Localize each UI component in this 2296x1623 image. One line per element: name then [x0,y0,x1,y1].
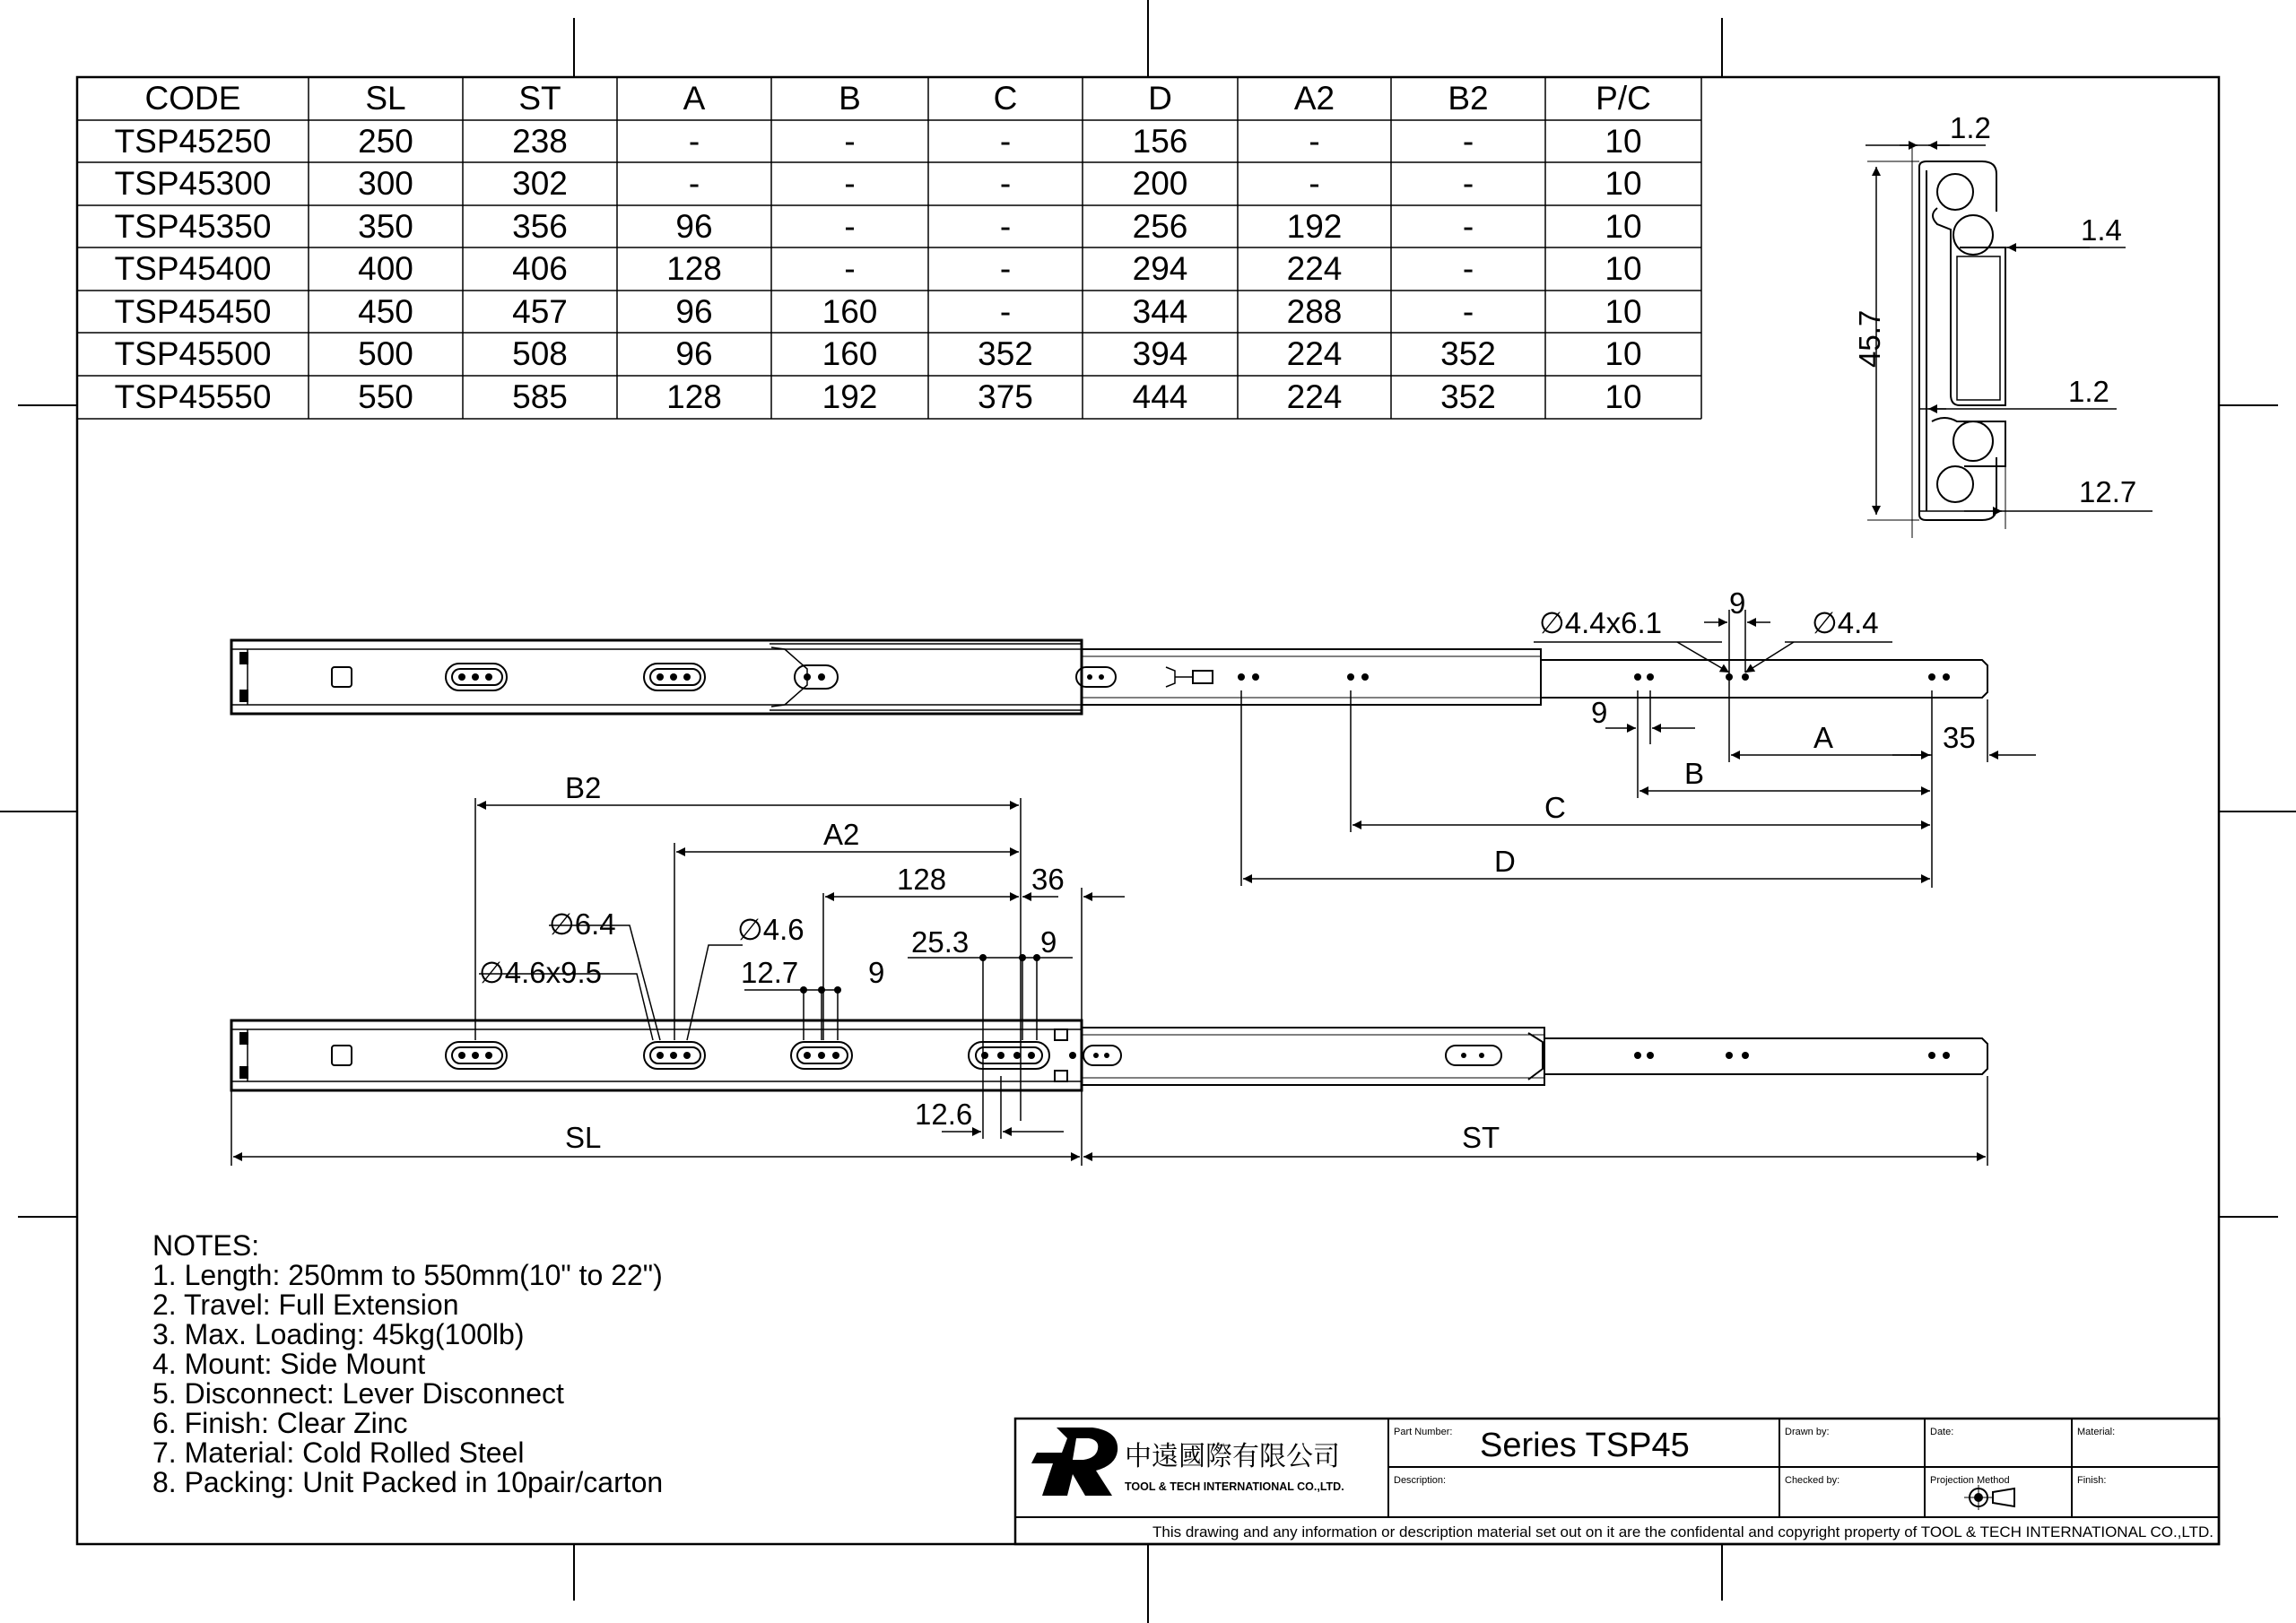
table-header-cell: SL [365,80,406,117]
dim-hole-gap-top: 9 [1729,586,1746,620]
dim-spacing-127: 12.7 [741,956,799,989]
table-cell: - [844,165,856,202]
table-header-cell: CODE [144,80,241,117]
table-cell: 156 [1132,123,1188,160]
table-cell: 224 [1286,378,1343,415]
note-item: 5. Disconnect: Lever Disconnect [152,1377,564,1410]
table-cell: 10 [1605,250,1642,287]
part-number-value: Series TSP45 [1480,1427,1690,1464]
notes-block [152,1229,663,1498]
extended-view-holes [458,673,1950,681]
table-cell: - [1462,123,1474,160]
material-label: Material: [2077,1427,2116,1437]
note-item: 3. Max. Loading: 45kg(100lb) [152,1318,525,1350]
dim-profile-top: 1.2 [1950,111,1991,144]
table-header-cell: D [1148,80,1172,117]
cross-section-profile [1912,148,2005,538]
table-header-cell: B2 [1448,80,1489,117]
company-name-en: TOOL & TECH INTERNATIONAL CO.,LTD. [1125,1480,1344,1493]
note-item: 2. Travel: Full Extension [152,1289,459,1321]
copyright-footer: This drawing and any information or description material set out on it are the confidental and copyright property of TOOL & TECH INTERNATIONAL CO.,LTD. [1152,1523,2213,1541]
table-cell: 10 [1605,378,1642,415]
extended-view-dimensions [1241,586,2036,888]
table-cell: 10 [1605,123,1642,160]
dim-slot-46x95: ∅4.6x9.5 [479,956,602,989]
table-cell: TSP45250 [114,123,272,160]
table-header-cell: A2 [1293,80,1335,117]
table-cell: TSP45450 [114,293,272,330]
note-item: 6. Finish: Clear Zinc [152,1407,408,1439]
table-cell: 10 [1605,293,1642,330]
dim-spacing-9b: 9 [1040,925,1057,959]
table-cell: - [844,123,856,160]
checked-by-label: Checked by: [1785,1475,1840,1486]
table-cell: 10 [1605,165,1642,202]
dim-profile-height: 45.7 [1853,309,1886,368]
table-cell: 10 [1605,208,1642,245]
table-cell: 288 [1286,293,1343,330]
table-cell: 406 [512,250,568,287]
table-cell: 128 [666,250,722,287]
drawn-by-label: Drawn by: [1785,1427,1830,1437]
slide-extended-view [231,640,1987,714]
closed-view-dimensions [231,771,1987,1166]
table-cell: 256 [1132,208,1188,245]
dim-pitch-128: 128 [897,863,947,896]
table-cell: - [688,123,700,160]
dim-profile-lower: 1.2 [2068,375,2109,408]
projection-symbol-icon [1964,1485,2014,1510]
dim-profile-width: 12.7 [2079,475,2137,508]
dim-end-36: 36 [1031,863,1065,896]
dim-b: B [1684,757,1705,790]
table-cell: 500 [358,335,413,372]
spec-table [77,77,1701,419]
table-cell: - [999,123,1012,160]
dim-hole-46: ∅4.6 [737,913,804,946]
table-cell: - [999,293,1012,330]
table-cell: 457 [512,293,568,330]
dim-spacing-9a: 9 [868,956,885,989]
note-item: 4. Mount: Side Mount [152,1348,426,1380]
table-header-cell: ST [518,80,561,117]
table-cell: TSP45300 [114,165,272,202]
date-label: Date: [1930,1427,1954,1437]
table-cell: - [1309,123,1320,160]
table-cell: - [688,165,700,202]
table-header-cell: A [683,80,706,117]
part-number-label: Part Number: [1394,1427,1453,1437]
table-cell: 192 [822,378,878,415]
dim-d: D [1494,845,1516,878]
dim-sl: SL [565,1121,602,1154]
dim-spacing-253: 25.3 [911,925,970,959]
table-cell: 96 [675,293,713,330]
table-cell: 294 [1132,250,1188,287]
table-cell: 96 [675,208,713,245]
dim-a: A [1813,721,1834,754]
table-cell: 224 [1286,335,1343,372]
table-cell: 352 [1440,378,1496,415]
note-item: 7. Material: Cold Rolled Steel [152,1436,525,1469]
table-cell: - [1462,250,1474,287]
table-cell: TSP45500 [114,335,272,372]
table-cell: 224 [1286,250,1343,287]
table-cell: - [1309,165,1320,202]
table-cell: 356 [512,208,568,245]
table-cell: 96 [675,335,713,372]
table-cell: 200 [1132,165,1188,202]
table-cell: 128 [666,378,722,415]
table-cell: - [999,250,1012,287]
table-cell: - [999,208,1012,245]
table-header-cell: C [993,80,1018,117]
table-cell: - [1462,208,1474,245]
dim-b2: B2 [565,771,602,804]
table-cell: 394 [1132,335,1188,372]
table-cell: 192 [1286,208,1343,245]
table-cell: 375 [978,378,1033,415]
table-cell: - [1462,293,1474,330]
table-header-cell: P/C [1596,80,1651,117]
dim-round-hole: ∅4.4 [1812,606,1879,639]
note-item: 1. Length: 250mm to 550mm(10" to 22") [152,1259,663,1291]
dim-hole-gap-left: 9 [1591,696,1608,729]
table-cell: 444 [1132,378,1188,415]
dim-c: C [1544,791,1566,824]
table-cell: 160 [822,293,878,330]
title-block [1015,1419,2219,1544]
note-item: 8. Packing: Unit Packed in 10pair/carton [152,1466,664,1498]
notes-title: NOTES: [152,1229,260,1262]
dim-end-offset: 35 [1943,721,1976,754]
table-cell: 302 [512,165,568,202]
table-cell: 550 [358,378,413,415]
dim-st: ST [1462,1121,1500,1154]
finish-label: Finish: [2077,1475,2107,1486]
company-logo [1031,1428,1118,1496]
table-cell: 352 [978,335,1033,372]
table-cell: - [844,208,856,245]
table-cell: 350 [358,208,413,245]
table-cell: TSP45550 [114,378,272,415]
table-cell: 344 [1132,293,1188,330]
table-cell: 352 [1440,335,1496,372]
dim-slot-hole: ∅4.4x6.1 [1539,606,1662,639]
table-cell: 250 [358,123,413,160]
dim-hole-64: ∅6.4 [549,907,616,941]
table-header-cell: B [839,80,861,117]
table-cell: 300 [358,165,413,202]
table-cell: 450 [358,293,413,330]
dim-spacing-126: 12.6 [915,1098,973,1131]
table-cell: TSP45350 [114,208,272,245]
table-cell: 238 [512,123,568,160]
description-label: Description: [1394,1475,1447,1486]
closed-view-holes [458,954,1950,1059]
company-name-cn: 中遠國際有限公司 [1125,1442,1340,1471]
table-cell: 160 [822,335,878,372]
projection-label: Projection Method [1930,1475,2010,1486]
dim-a2: A2 [823,818,860,851]
table-cell: 508 [512,335,568,372]
table-cell: 585 [512,378,568,415]
dim-profile-inner: 1.4 [2081,213,2122,247]
table-cell: - [1462,165,1474,202]
table-cell: TSP45400 [114,250,272,287]
table-cell: - [844,250,856,287]
table-cell: - [999,165,1012,202]
table-cell: 10 [1605,335,1642,372]
table-cell: 400 [358,250,413,287]
